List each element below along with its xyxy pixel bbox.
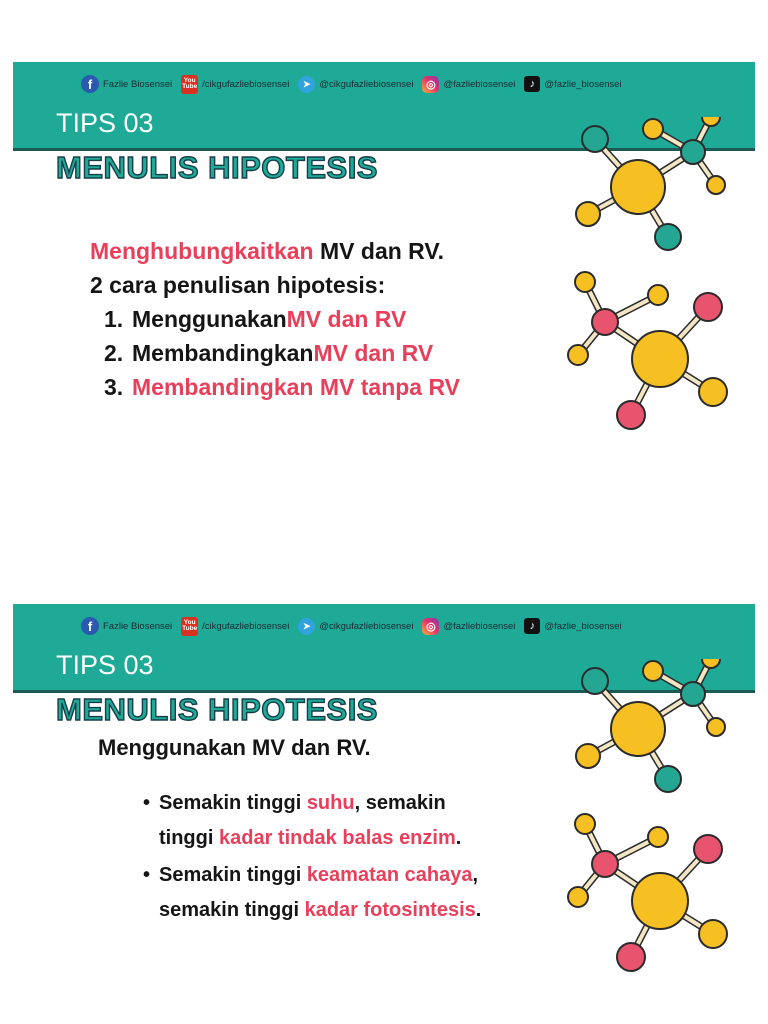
instagram-handle[interactable]: ◎ @fazliebiosensei [422,618,515,635]
slide-1-content [90,234,460,404]
slide-2 [13,604,755,976]
slide-title: MENULIS HIPOTESIS [56,692,378,727]
numbered-list [104,302,460,404]
facebook-icon: f [81,75,99,93]
telegram-handle[interactable]: ➤ @cikgufazliebiosensei [298,618,413,635]
social-bar [81,73,631,95]
molecule-pink-icon [563,267,733,432]
subhead: 2 cara penulisan hipotesis: [90,272,386,298]
tiktok-icon: ♪ [524,618,540,634]
facebook-handle[interactable]: f Fazlie Biosensei [81,617,172,635]
slide-title: MENULIS HIPOTESIS [56,150,378,185]
list-item: 1. Menggunakan MV dan RV [104,306,407,332]
youtube-handle[interactable]: You Tube /cikgufazliebiosensei [181,617,289,636]
youtube-icon: You Tube [181,75,198,94]
subhead: Menggunakan MV dan RV. [98,735,371,760]
tips-label: TIPS 03 [56,108,154,138]
tiktok-handle[interactable]: ♪ @fazlie_biosensei [524,618,621,634]
telegram-handle[interactable]: ➤ @cikgufazliebiosensei [298,76,413,93]
list-item: 2. Membandingkan MV dan RV [104,340,434,366]
youtube-icon: You Tube [181,617,198,636]
tiktok-handle[interactable]: ♪ @fazlie_biosensei [524,76,621,92]
list-item: 3. Membandingkan MV tanpa RV [104,374,461,400]
instagram-handle[interactable]: ◎ @fazliebiosensei [422,76,515,93]
intro-line: Menghubungkaitkan MV dan RV. [90,238,444,264]
bullet-icon: • [143,864,151,886]
instagram-icon: ◎ [422,618,439,635]
slide-1 [13,62,755,434]
facebook-handle[interactable]: f Fazlie Biosensei [81,75,172,93]
molecule-pink-icon [563,809,733,974]
bullet-item: • Semakin tinggi keamatan cahaya, semakin tinggi kadar fotosintesis. [143,858,481,928]
social-bar [81,615,631,637]
molecule-teal-icon [563,117,733,267]
molecule-teal-icon [563,659,733,809]
bullet-item: • Semakin tinggi suhu, semakin tinggi kadar tindak balas enzim. [143,786,461,856]
tiktok-icon: ♪ [524,76,540,92]
instagram-icon: ◎ [422,76,439,93]
facebook-icon: f [81,617,99,635]
youtube-handle[interactable]: You Tube /cikgufazliebiosensei [181,75,289,94]
telegram-icon: ➤ [298,76,315,93]
tips-label: TIPS 03 [56,650,154,680]
bullet-icon: • [143,792,151,814]
telegram-icon: ➤ [298,618,315,635]
